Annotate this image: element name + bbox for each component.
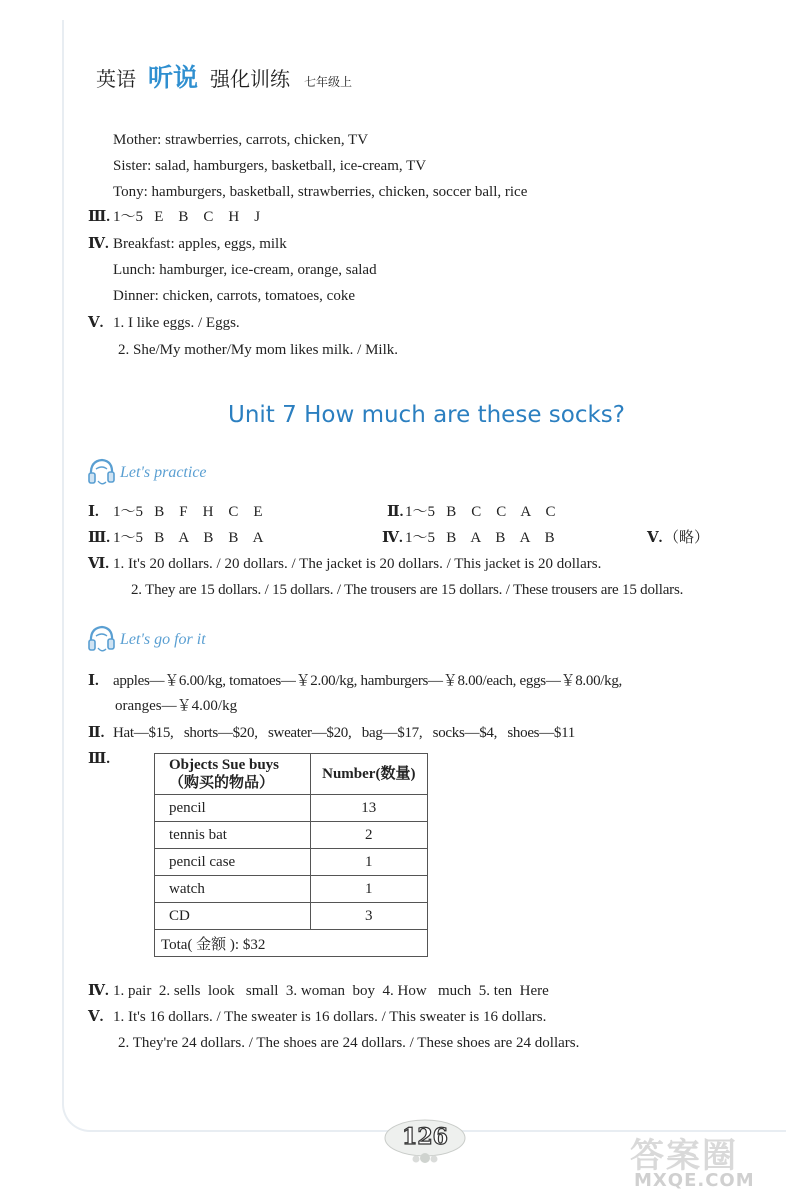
header-subject: 英语 — [96, 67, 136, 91]
table-row — [155, 903, 428, 930]
section-label: Let's go for it — [120, 631, 206, 648]
question-number: Ⅵ. — [88, 556, 109, 572]
header-line: Objects Sue buys — [169, 757, 280, 773]
answer-line: 1～5 B A B B A — [113, 530, 264, 546]
answer-line: 1～5 B C C A C — [405, 504, 556, 520]
header-series: 强化训练 — [210, 67, 291, 91]
question-number: Ⅰ. — [88, 504, 99, 520]
table-cell-number: 3 — [310, 903, 427, 930]
table-cell-number: 1 — [310, 849, 427, 876]
page-header — [96, 58, 352, 94]
answer-line: 1～5 B F H C E — [113, 504, 263, 520]
table-cell-number: 2 — [310, 822, 427, 849]
header-book-title: 听说 — [148, 63, 199, 92]
table-row — [155, 876, 428, 903]
table-row — [155, 795, 428, 822]
headset-icon — [86, 622, 118, 656]
question-number: Ⅴ. — [88, 315, 104, 331]
table-cell-object: pencil — [155, 795, 311, 822]
table-total-row — [155, 930, 428, 957]
table-header-objects — [155, 754, 311, 795]
question-number: Ⅴ. — [647, 530, 663, 546]
question-number: Ⅳ. — [88, 236, 109, 252]
answer-line: oranges—￥4.00/kg — [115, 698, 238, 714]
question-number: Ⅲ. — [88, 209, 111, 225]
question-number: Ⅲ. — [88, 751, 111, 767]
answer-line: apples—￥6.00/kg, tomatoes—￥2.00/kg, hamburgers—￥8.00/each, eggs—￥8.00/kg, — [113, 673, 623, 689]
question-number: Ⅱ. — [88, 725, 105, 741]
question-number: Ⅰ. — [88, 673, 99, 689]
answer-line: 1～5 E B C H J — [113, 209, 261, 225]
table-cell-object: CD — [155, 903, 311, 930]
answer-line: 1. It's 20 dollars. / 20 dollars. / The jacket is 20 dollars. / This jacket is 20 dollars. — [113, 556, 602, 572]
question-number: Ⅱ. — [387, 504, 404, 520]
header-line: （购买的物品） — [169, 775, 275, 791]
answer-mother: Mother: strawberries, carrots, chicken, TV — [113, 132, 369, 148]
answer-line: 2. They're 24 dollars. / The shoes are 24 dollars. / These shoes are 24 dollars. — [118, 1035, 580, 1051]
table-cell-number: 13 — [310, 795, 427, 822]
watermark — [630, 1128, 790, 1194]
table-row — [155, 822, 428, 849]
table-cell-object: tennis bat — [155, 822, 311, 849]
answer-line: （略） — [664, 530, 710, 546]
page-number-text: 126 — [402, 1124, 448, 1150]
question-number: Ⅳ. — [382, 530, 403, 546]
headset-icon — [86, 455, 118, 489]
answer-sister: Sister: salad, hamburgers, basketball, ice-cream, TV — [113, 158, 427, 174]
page-number — [380, 1114, 470, 1164]
answer-line: Hat—$15, shorts—$20, sweater—$20, bag—$17, socks—$4, shoes—$11 — [113, 725, 575, 741]
section-label: Let's practice — [120, 464, 207, 481]
answer-lunch: Lunch: hamburger, ice-cream, orange, salad — [113, 262, 377, 278]
table-header-row — [155, 754, 428, 795]
table-header-number: Number(数量) — [310, 754, 427, 795]
question-number: Ⅲ. — [88, 530, 111, 546]
table-cell-object: pencil case — [155, 849, 311, 876]
answer-line: 2. She/My mother/My mom likes milk. / Milk. — [118, 342, 399, 358]
table-row — [155, 849, 428, 876]
answer-dinner: Dinner: chicken, carrots, tomatoes, coke — [113, 288, 355, 304]
table-cell-number: 1 — [310, 876, 427, 903]
answer-line: 1. It's 16 dollars. / The sweater is 16 dollars. / This sweater is 16 dollars. — [113, 1009, 547, 1025]
unit-title: Unit 7 How much are these socks? — [228, 402, 625, 428]
answer-tony: Tony: hamburgers, basketball, strawberries, chicken, soccer ball, rice — [113, 184, 528, 200]
table-cell-object: watch — [155, 876, 311, 903]
watermark-url: MXQE.COM — [634, 1170, 755, 1191]
answer-breakfast: Breakfast: apples, eggs, milk — [113, 236, 287, 252]
question-number: Ⅳ. — [88, 983, 109, 999]
answer-line: 1～5 B A B A B — [405, 530, 555, 546]
table-total: Tota( 金额 ): $32 — [155, 930, 428, 957]
answer-line: 1. pair 2. sells look small 3. woman boy 4. How much 5. ten Here — [113, 983, 549, 999]
objects-table — [154, 753, 428, 957]
answer-line: 2. They are 15 dollars. / 15 dollars. / The trousers are 15 dollars. / These trousers are 15 dollars. — [131, 582, 684, 598]
question-number: Ⅴ. — [88, 1009, 104, 1025]
header-grade: 七年级上 — [304, 75, 353, 89]
answer-line: 1. I like eggs. / Eggs. — [113, 315, 240, 331]
watermark-logo: 答案圈 — [630, 1136, 738, 1176]
